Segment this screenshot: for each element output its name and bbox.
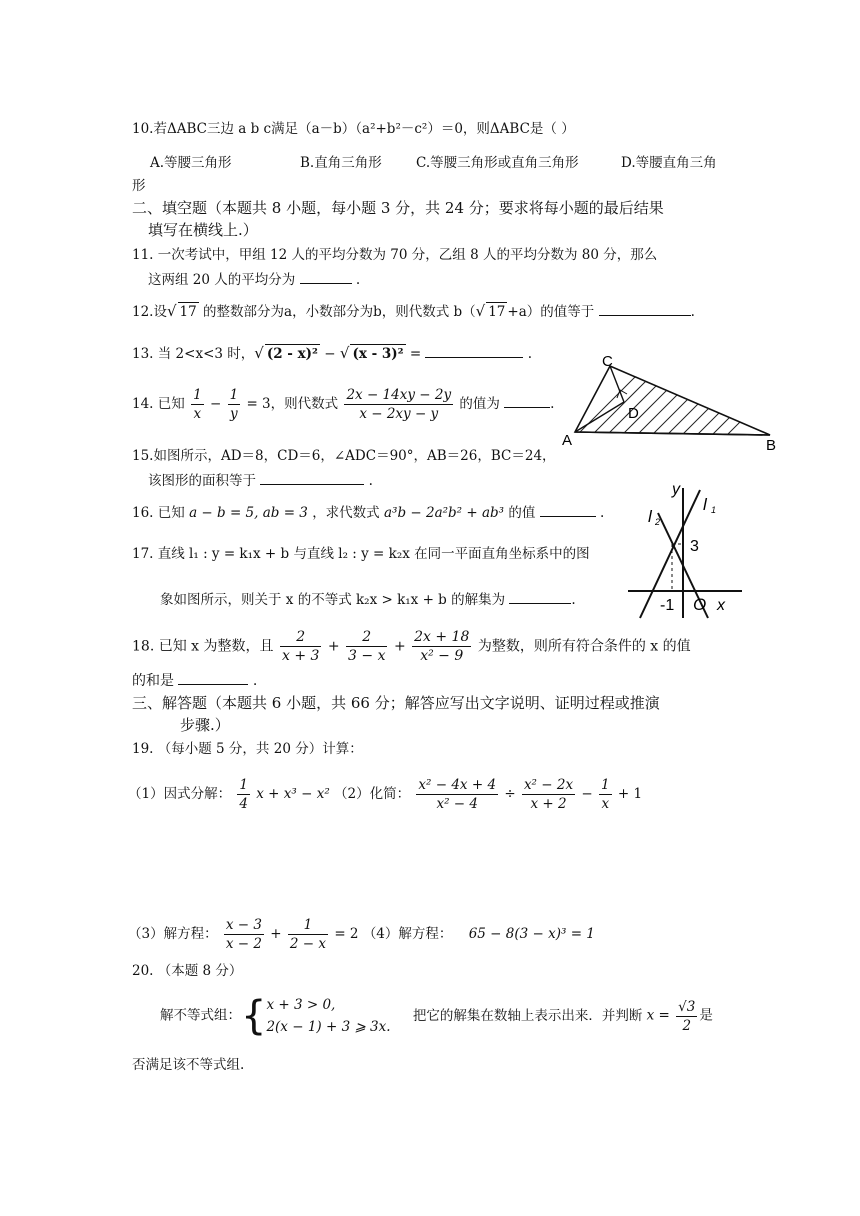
q20-fraction: $\frac{√3}{2}$	[678, 998, 696, 1034]
q19-p2-fraction-3: $\frac{1}{x}$	[600, 777, 610, 812]
q15-line2: 该图形的面积等于 .	[148, 470, 373, 490]
q10-option-b: B.直角三角形	[300, 155, 382, 171]
q19-p3-fraction-2: $\frac{1}{2 - x}$	[289, 917, 327, 952]
q10-option-d-cont: 形	[132, 178, 146, 194]
q19-p3-fraction-1: $\frac{x - 3}{x - 2}$	[225, 917, 262, 952]
q19-heading: 19. （每小题 5 分，共 20 分）计算：	[132, 741, 363, 757]
section3-title-cont: 步骤.）	[180, 716, 230, 734]
q15-triangle-figure	[560, 352, 785, 457]
q11-line2: 这两组 20 人的平均分为 .	[148, 269, 360, 289]
q10-option-a: A.等腰三角形	[150, 155, 232, 171]
q10-stem: 10.若ΔABC三边 a b c满足（a－b）（a²+b²－c²）＝0，则ΔABC是（ ）	[132, 121, 575, 137]
q17-graph-figure	[620, 478, 745, 623]
q20-line2: 否满足该不等式组.	[132, 1057, 245, 1073]
q10-option-d: D.等腰直角三角	[621, 155, 717, 171]
left-brace-icon: {	[241, 993, 267, 1039]
label-three: 3	[690, 538, 699, 555]
q18-line1: 18. 已知 x 为整数，且 $\frac{2}{x + 3}$ + $\frac{2}{3 - x}$ + $\frac{2x + 18}{\text{x² − 9}}$ 为整数，则所有符合条件的 x 的值	[132, 629, 691, 664]
label-l1-sub: 1	[711, 505, 717, 515]
section2-title-cont: 填写在横线上.）	[148, 221, 258, 239]
q14-fraction-3: $\frac{2x - 14xy - 2y}{x - 2xy - y}$	[346, 387, 452, 422]
q20-inequality-system: x + 3 > 0, 2(x − 1) + 3 ⩾ 3x.	[266, 997, 391, 1035]
q10-option-c: C.等腰三角形或直角三角形	[416, 155, 579, 171]
q18-fraction-3: $\frac{2x + 18}{\text{x² − 9}}$	[414, 629, 470, 664]
label-neg1: -1	[660, 597, 675, 614]
q20-heading: 20. （本题 8 分）	[132, 963, 243, 979]
q12-sqrt: 17	[179, 304, 197, 320]
label-a: A	[562, 432, 573, 449]
q12-line: 12.设√ 17 的整数部分为a，小数部分为b，则代数式 b（√ 17 +a）的值等于 .	[132, 302, 695, 320]
q19-p2-fraction-2: $\frac{\text{x² − 2x}}{x + 2}$	[523, 777, 574, 812]
label-origin: O	[693, 595, 707, 614]
label-d: D	[628, 405, 639, 422]
q19-parts-1-2: （1）因式分解： $\frac{1}{4}$ x + x³ − x² （2）化简： $\frac{\text{x² − 4x + 4}}{\text{x² − 4}}$ ÷ $\frac{\text{x² − 2x}}{x + 2}$ − $\frac{1}{x}$ + 1	[128, 777, 643, 812]
q15-answer-blank[interactable]	[260, 470, 364, 485]
q11-text: 这两组 20 人的平均分为	[148, 272, 296, 288]
q11-line1: 11. 一次考试中，甲组 12 人的平均分数为 70 分，乙组 8 人的平均分数为 80 分，那么	[132, 247, 658, 263]
q16-answer-blank[interactable]	[540, 502, 596, 517]
q20-system-line: 解不等式组：{ x + 3 > 0, 2(x − 1) + 3 ⩾ 3x. 把它的解集在数轴上表示出来．并判断 x = $\frac{√3}{2}$ 是	[160, 993, 713, 1039]
segment-ab	[575, 432, 770, 435]
label-b: B	[766, 437, 777, 454]
q19-p1-fraction: $\frac{1}{4}$	[239, 777, 248, 812]
section2-title: 二、填空题（本题共 8 小题，每小题 3 分，共 24 分；要求将每小题的最后结果	[132, 199, 664, 217]
q17-line2: 象如图所示，则关于 x 的不等式 k₂x > k₁x + b 的解集为 .	[160, 589, 576, 609]
q14-fraction-2: $\frac{1}{y}$	[229, 387, 239, 422]
label-l2-sub: 2	[655, 517, 661, 527]
section3-title: 三、解答题（本题共 6 小题，共 66 分；解答应写出文字说明、证明过程或推演	[132, 694, 660, 712]
label-y: y	[672, 481, 680, 498]
q18-fraction-2: $\frac{2}{3 - x}$	[348, 629, 386, 664]
triangle-outline	[575, 366, 770, 435]
q19-parts-3-4: （3）解方程： $\frac{x - 3}{x - 2}$ + $\frac{1}{2 - x}$ = 2 （4）解方程： 65 − 8(3 − x)³ = 1	[128, 917, 595, 952]
q16-expression: a³b − 2a²b² + ab³	[383, 505, 505, 521]
q13-line: 13. 当 2<x<3 时，√ (2 - x)² − √ (x - 3)² = .	[132, 344, 533, 362]
q18-answer-blank[interactable]	[178, 670, 248, 685]
q14-fraction-1: $\frac{1}{x}$	[193, 387, 202, 422]
label-c: C	[602, 353, 613, 370]
q19-p2-fraction-1: $\frac{\text{x² − 4x + 4}}{\text{x² − 4}}$	[418, 777, 497, 812]
label-l2: l	[648, 507, 652, 526]
q11-answer-blank[interactable]	[300, 269, 352, 284]
q17-line1: 17. 直线 l₁ : y = k₁x + b 与直线 l₂ : y = k₂x 在同一平面直角坐标系中的图	[132, 546, 590, 562]
hatch-lines	[570, 372, 785, 442]
q18-line2: 的和是 .	[132, 670, 257, 690]
q13-answer-blank[interactable]	[425, 343, 523, 358]
q15-line1: 15.如图所示，AD＝8，CD＝6，∠ADC＝90°，AB＝26，BC＝24，	[132, 448, 556, 464]
label-x: x	[717, 597, 725, 614]
q16-condition: a − b = 5, ab = 3	[189, 505, 308, 521]
q14-answer-blank[interactable]	[504, 393, 550, 408]
q16-line: 16. 已知 a − b = 5, ab = 3 ，求代数式 a³b − 2a²b² + ab³ 的值 .	[132, 502, 604, 522]
q12-answer-blank[interactable]	[599, 301, 691, 316]
q18-fraction-1: $\frac{2}{x + 3}$	[281, 629, 320, 664]
label-l1: l	[703, 495, 707, 514]
q17-answer-blank[interactable]	[509, 589, 571, 604]
q14-line: 14. 已知 $\frac{1}{x}$ − $\frac{1}{y}$ = 3，则代数式 $\frac{2x - 14xy - 2y}{x - 2xy - y}$ 的值为 .	[132, 387, 555, 422]
